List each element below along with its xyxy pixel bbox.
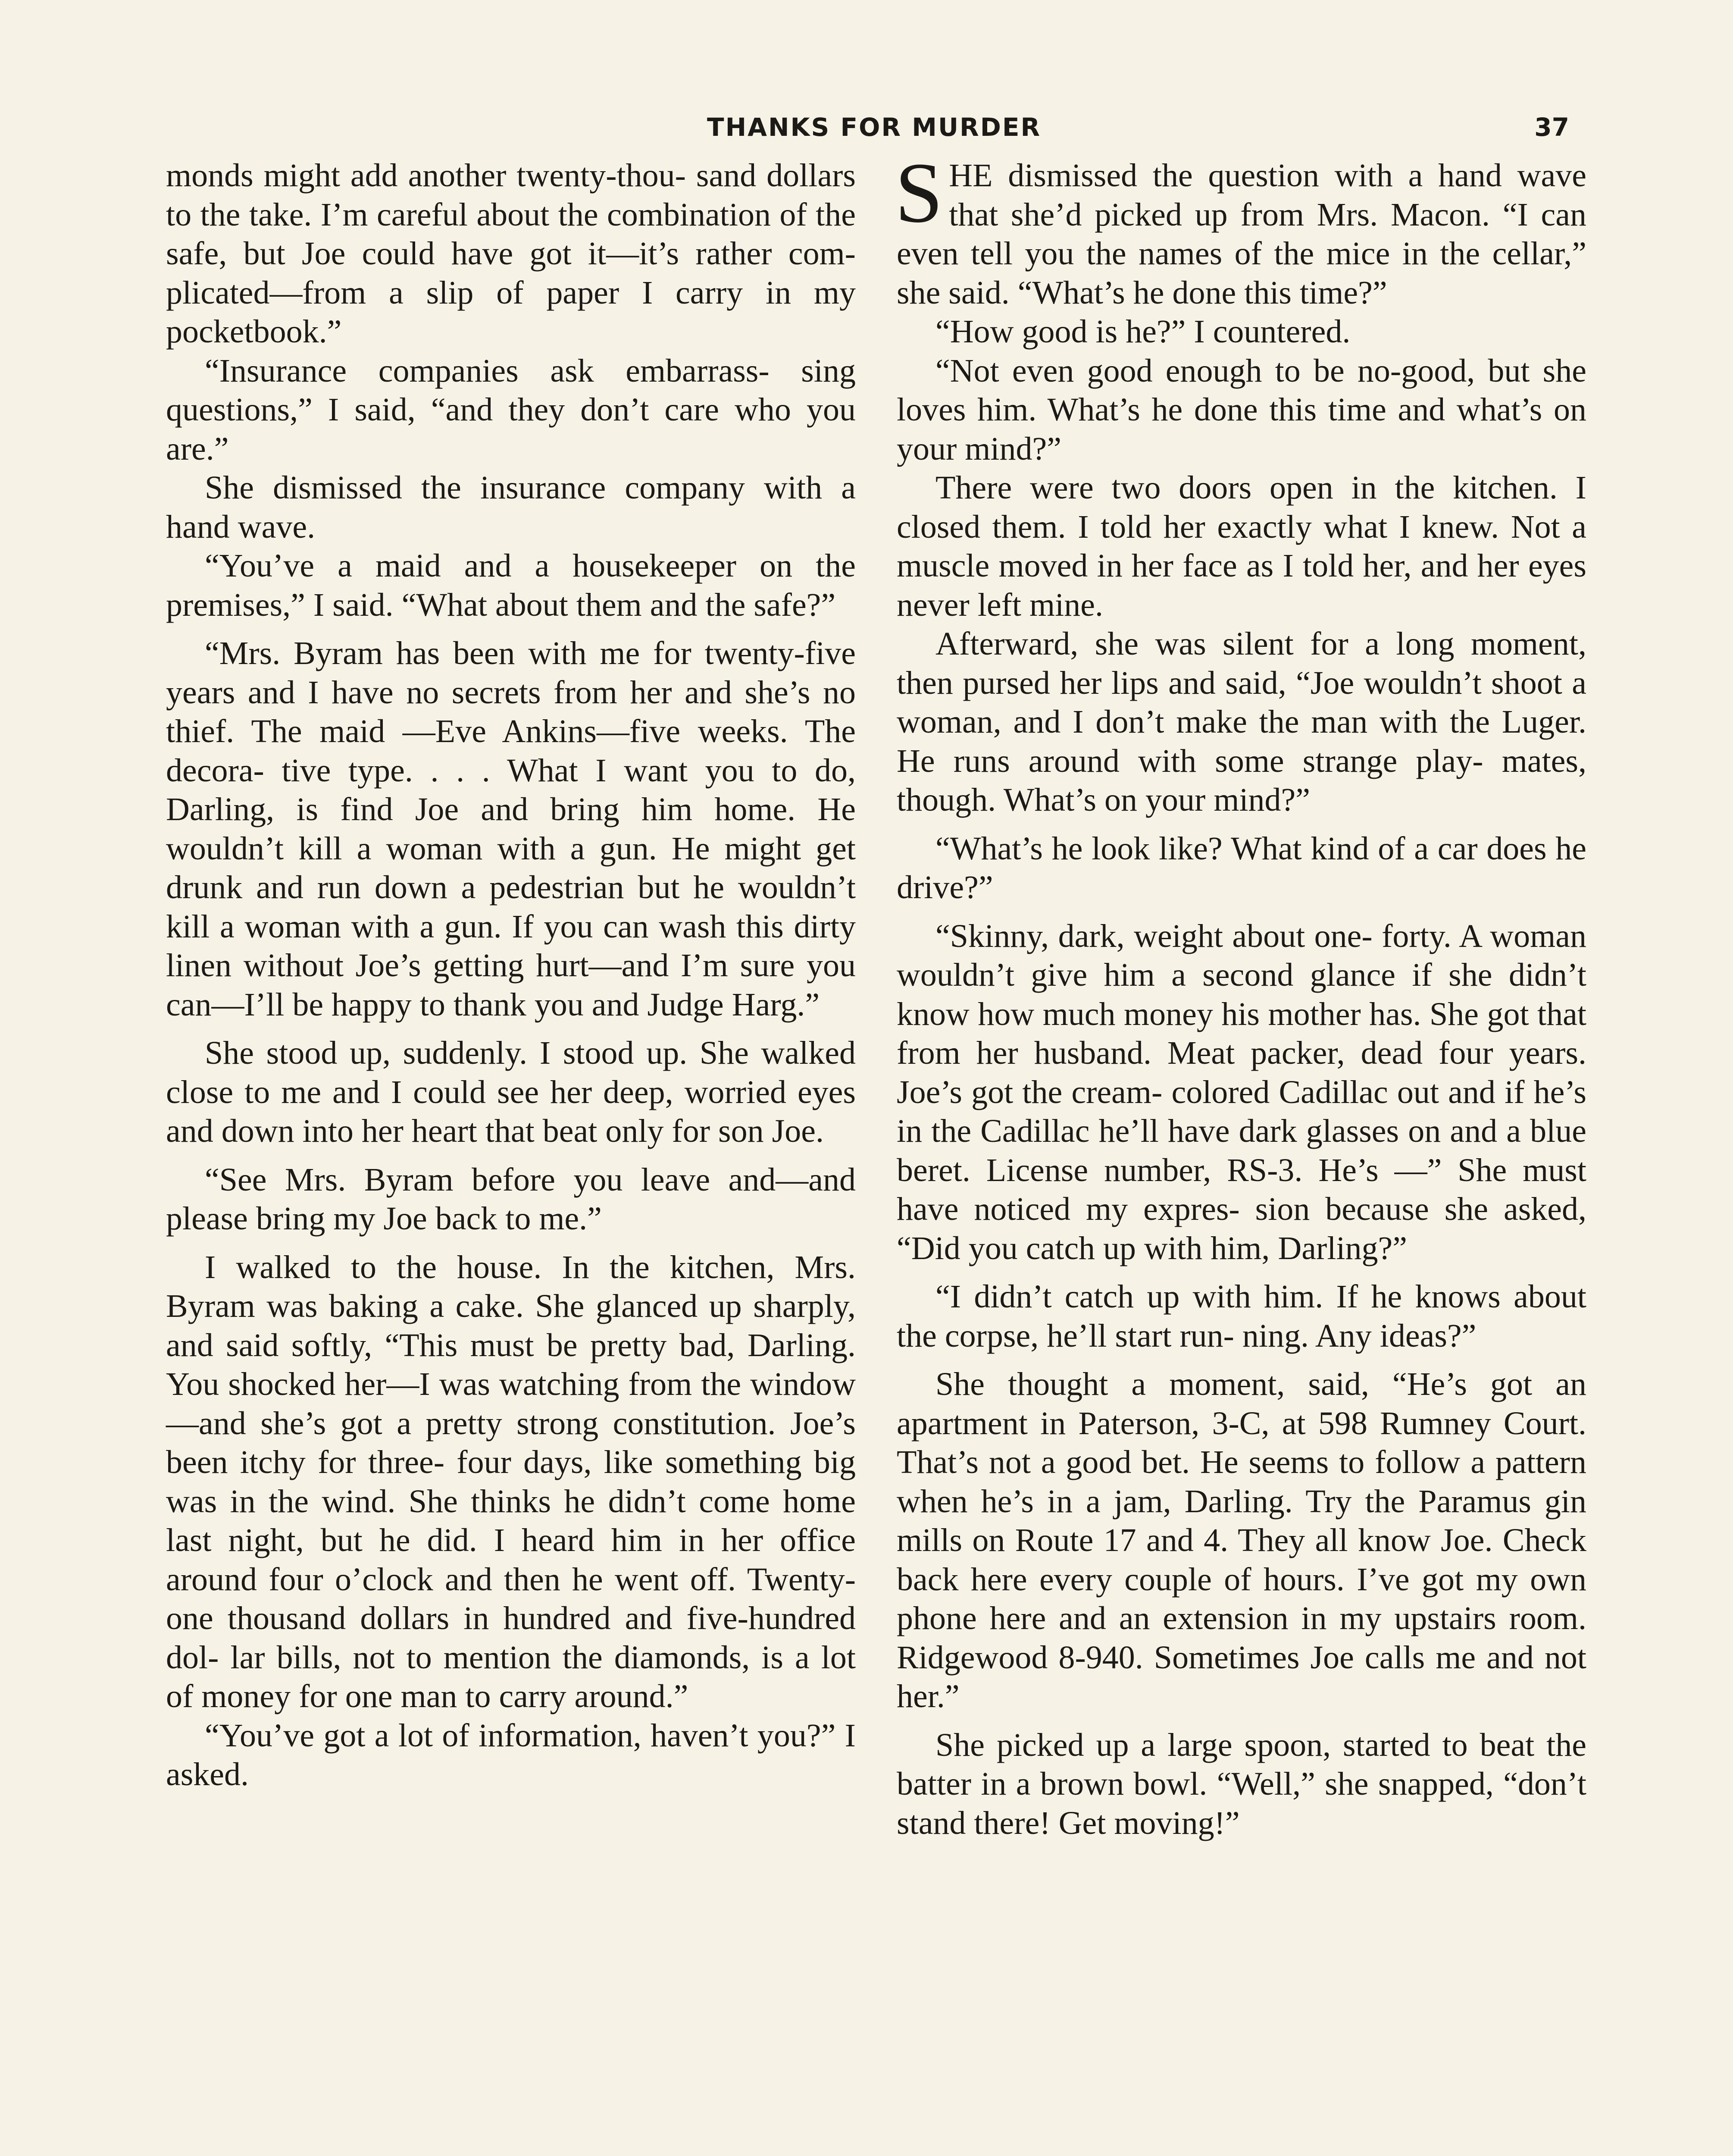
paragraph: She stood up, suddenly. I stood up. She walked close to me and I could see her deep, worried eyes and down into her heart that beat only for son Joe. <box>166 1035 856 1149</box>
paragraph: “How good is he?” I countered. <box>935 313 1351 350</box>
paragraph: “Insurance companies ask embarrass- sing questions,” I said, “and they don’t care who you are.” <box>166 352 856 467</box>
running-title: THANKS FOR MURDER <box>707 113 1042 142</box>
paragraph: “Mrs. Byram has been with me for twenty-five years and I have no secrets from her and she’s no thief. The maid —Eve Ankins—five weeks. The decora- tive type. . . . What I want you to do, Darling, is find Joe and bring him home. He wouldn’t kill a woman with a gun. He might get drunk and run down a pedestrian but he wouldn’t kill a woman with a gun. If you can wash this dirty linen without Joe’s getting hurt—and I’m sure you can—I’ll be happy to thank you and Judge Harg.” <box>166 635 856 1023</box>
paragraph: “I didn’t catch up with him. If he knows about the corpse, he’ll start run- ning. Any ideas?” <box>897 1279 1586 1354</box>
paragraph: “See Mrs. Byram before you leave and—and please bring my Joe back to me.” <box>166 1161 856 1237</box>
paragraph: She dismissed the insurance company with a hand wave. <box>166 470 856 545</box>
opening-paragraph <box>895 145 1586 312</box>
opening-text: HE dismissed the question with a hand wave that she’d picked up from Mrs. Macon. “I can even tell you the names of the mice in the cellar,” she said. “What’s he done this time?” <box>897 157 1586 311</box>
paragraph: She picked up a large spoon, started to beat the batter in a brown bowl. “Well,” she snapped, “don’t stand there! Get moving!” <box>897 1727 1586 1841</box>
page-number: 37 <box>1534 113 1569 142</box>
page-header <box>166 110 1569 144</box>
paragraph: “You’ve a maid and a housekeeper on the premises,” I said. “What about them and the safe?” <box>166 548 856 623</box>
left-column <box>166 156 856 1794</box>
paragraph: “Skinny, dark, weight about one- forty. A woman wouldn’t give him a second glance if she didn’t know how much money his mother has. She got that from her husband. Meat packer, dead four years. Joe’s got the cream- colored Cadillac out and if he’s in the Cadillac he’ll have dark glasses on and a blue beret. License number, RS-3. He’s —” She must have noticed my expres- sion because she asked, “Did you catch up with him, Darling?” <box>897 918 1586 1266</box>
right-column <box>895 145 1586 1843</box>
paragraph: “What’s he look like? What kind of a car does he drive?” <box>897 830 1586 906</box>
paragraph: monds might add another twenty-thou- sand dollars to the take. I’m careful about the combination of the safe, but Joe could have got it—it’s rather com- plicated—from a slip of paper I carry in my pocketbook.” <box>166 157 856 350</box>
paragraph: She thought a moment, said, “He’s got an apartment in Paterson, 3-C, at 598 Rumney Court. That’s not a good bet. He seems to follow a pattern when he’s in a jam, Darling. Try the Paramus gin mills on Route 17 and 4. They all know Joe. Check back here every couple of hours. I’ve got my own phone here and an extension in my upstairs room. Ridgewood 8-940. Sometimes Joe calls me and not her.” <box>897 1366 1586 1714</box>
drop-cap: S <box>895 145 943 241</box>
paragraph: I walked to the house. In the kitchen, Mrs. Byram was baking a cake. She glanced up sharply, and said softly, “This must be pretty bad, Darling. You shocked her—I was watching from the window—and she’s got a pretty strong constitution. Joe’s been itchy for three- four days, like something big was in the wind. She thinks he didn’t come home last night, but he did. I heard him in her office around four o’clock and then he went off. Twenty-one thousand dollars in hundred and five-hundred dol- lar bills, not to mention the diamonds, is a lot of money for one man to carry around.” <box>166 1249 856 1714</box>
paragraph: “Not even good enough to be no-good, but she loves him. What’s he done this time and what’s on your mind?” <box>897 352 1586 467</box>
paragraph: Afterward, she was silent for a long moment, then pursed her lips and said, “Joe wouldn’t shoot a woman, and I don’t make the man with the Luger. He runs around with some strange play- mates, though. What’s on your mind?” <box>897 626 1586 818</box>
paragraph: There were two doors open in the kitchen. I closed them. I told her exactly what I knew. Not a muscle moved in her face as I told her, and her eyes never left mine. <box>897 470 1586 623</box>
paragraph: “You’ve got a lot of information, haven’t you?” I asked. <box>166 1717 856 1792</box>
